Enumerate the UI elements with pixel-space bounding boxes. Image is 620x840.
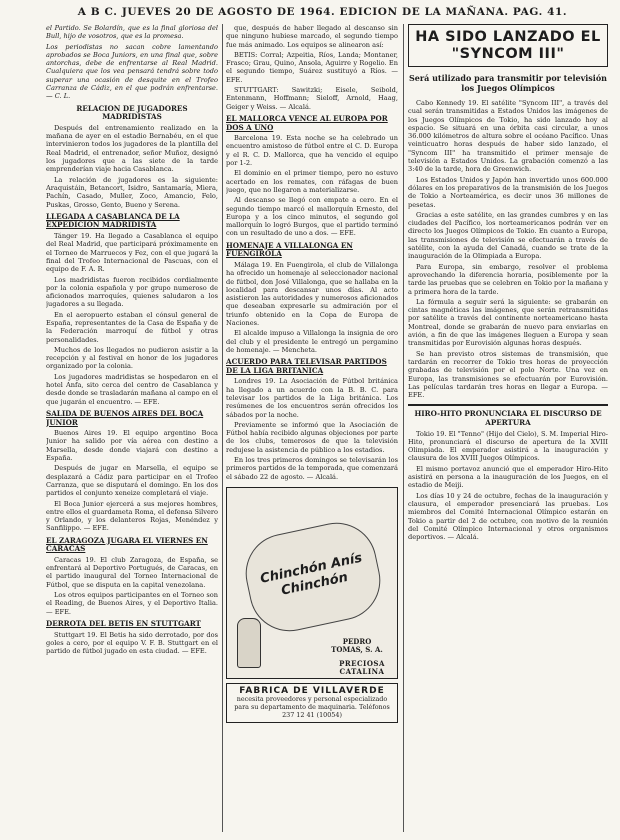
paragraph: Los Estados Unidos y Japón han invertido unos 600.000 dólares en los preparativos de la transmisión de los Juegos de Tokio a Norteamérica, es decir unos 36 millones de pesetas. [408, 175, 608, 209]
paragraph: Al descanso se llegó con empate a cero. En el segundo tiempo marcó el mallorquín Ernesto, del Europa y a los cinco minutos, el segundo gol mallorquín lo logró Burgos, que el partido terminó con un resultado de uno a dos. — EFE. [226, 196, 398, 238]
paragraph: La fórmula a seguir será la siguiente: se grabarán en cintas magnéticas las imágenes, que serán retransmitidas por satélite a través del continente norteamericano hasta Montreal, donde se grabarán de nuevo para enviarlas en avión, a fin de que las imágenes lleguen a Europa y sean transmitidas por Eurovisión algunas horas después. [408, 297, 608, 348]
syncom-title-line2: "SYNCOM III" [451, 46, 565, 62]
paragraph: el Partido. Se Bolardín, que es la final gloriosa del Bull, hijo de vosotros, que es la promesa. [46, 24, 218, 41]
column-middle [226, 24, 398, 832]
paragraph: Para Europa, sin embargo, resolver el problema aprovechando la diferencia horaria, posiblemente por la tarde las pruebas que se celebren en Tokio por la mañana y a primera hora de la tarde. [408, 262, 608, 296]
ad-brand: PEDRO TOMAS, S. A. [331, 636, 383, 655]
paragraph: Buenos Aires 19. El equipo argentino Boca Junior ha salido por vía aérea con destino a Marsella, desde donde viajará con destino a España. [46, 429, 218, 463]
article-headline: EL MALLORCA VENCE AL EUROPA POR DOS A UNO [226, 113, 388, 132]
advertisement-villaverde [226, 683, 398, 723]
column-divider [222, 24, 223, 832]
paragraph: Barcelona 19. Esta noche se ha celebrado un encuentro amistoso de fútbol entre el C. D. Europa y el R. C. D. Mallorca, que ha vencido el equipo por 1-2. [226, 134, 398, 168]
syncom-headline-box [408, 24, 608, 67]
ad-slogan: PRECIOSA CATALINA [339, 658, 385, 677]
article-headline: HOMENAJE A VILLALONGA EN FUENGIROLA [226, 240, 353, 259]
paragraph: Cabo Kennedy 19. El satélite "Syncom III", a través del cual serán transmitidas a Estados Unidos las imágenes de los Juegos Olímpicos de Tokio, ha sido lanzado hoy al espacio. Se situará en una órbita casi circular, a unos 36.000 kilómetros de altura sobre el océano Pacífico. Unas veinticuatro horas después de haber sido lanzado, el "Syncom III" ha transmitido el primer mensaje de televisión a Estados Unidos. La grabación comenzó a las 3:40 de la tarde, hora de Greenwich. [408, 99, 608, 174]
paragraph: En el aeropuerto estaban el cónsul general de España, representantes de la Casa de España y de la Federación marroquí de fútbol y otras personalidades. [46, 310, 218, 344]
paragraph: La relación de jugadores es la siguiente: Araquistáin, Betancort, Isidro, Santamaría, Miera, Pachín, Casado, Muller, Zoco, Amancio, Felo, Puskas, Grosso, Gento, Bueno y Serena. [46, 175, 218, 209]
article-headline: ACUERDO PARA TELEVISAR PARTIDOS DE LA LIGA BRITANICA [226, 357, 387, 375]
paragraph: STUTTGART: Sawitzki; Eisele, Seibold, Entenmann, Hoffmann; Sieloff, Arnold, Haag, Geiger y Weiss. — Alcalá. [226, 86, 398, 111]
paragraph: Stuttgart 19. El Betis ha sido derrotado, por dos goles a cero, por el equipo V. F. B. Stuttgart en el partido de fútbol jugado en esta ciudad. — EFE. [46, 630, 218, 656]
article-headline: HIRO-HITO PRONUNCIARA EL DISCURSO DE APERTURA [414, 409, 602, 427]
paragraph: Después del entrenamiento realizado en la mañana de ayer en el estadio Bernabéu, en el que intervinieron todos los jugadores de la plantilla del Real Madrid, el entrenador, señor Muñoz, designó los jugadores que a las siete de la tarde emprenderían viaje hacia Casablanca. [46, 123, 218, 174]
paragraph: Málaga 19. En Fuengirola, el club de Villalonga ha ofrecido un homenaje al seleccionador nacional de fútbol, don José Villalonga, que se hallaba en la localidad para descansar unos días. Al acto asistieron las autoridades y numerosos aficionados que deseaban expresarle su admiración por el triunfo obtenido en la Copa de Europa de Naciones. [226, 260, 398, 327]
paragraph: Londres 19. La Asociación de Fútbol británica ha llegado a un acuerdo con la B. B. C. para televisar los partidos de la Liga británica. Los resúmenes de los encuentros serán ofrecidos los sábados por la noche. [226, 377, 398, 419]
bottle-icon [237, 618, 261, 668]
article-headline: EL ZARAGOZA JUGARA EL VIERNES EN CARACAS [46, 535, 208, 554]
page-header: A B C. JUEVES 20 DE AGOSTO DE 1964. EDICION DE LA MAÑANA. PAG. 41. [77, 6, 568, 18]
paragraph: Los madridistas fueron recibidos cordialmente por la colonia española y por grupo numeroso de aficionados marroquíes, quienes saludaron a los jugadores a su llegada. [46, 275, 218, 309]
paragraph: Caracas 19. El club Zaragoza, de España, se enfrentará al Deportivo Portugués, de Caracas, en el partido inaugural del Torneo Internacional de Fútbol, que se disputa en la capital venezolana. [46, 555, 218, 589]
syncom-article-body [408, 99, 608, 399]
paragraph: Los jugadores madridistas se hospedaron en el hotel Anfa, sito cerca del centro de Casablanca y desde donde se trasladarán mañana al campo en el que jugarán el encuentro. — EFE. [46, 372, 218, 406]
column-middle-text [226, 24, 398, 481]
column-right [408, 24, 608, 832]
paragraph: El dominio en el primer tiempo, pero no estuvo acertado en los remates, con ráfagas de buen juego, que no llegaron a materializarse. [226, 169, 398, 194]
paragraph: El alcalde impuso a Villalonga la insignia de oro del club y el presidente le entregó un pergamino de homenaje. — Mencheta. [226, 329, 398, 354]
column-left [46, 24, 218, 832]
syncom-title-line1: HA SIDO LANZADO EL [415, 29, 601, 45]
paragraph: Los días 10 y 24 de octubre, fechas de la inauguración y clausura, el emperador presenciará las pruebas. Los miembros del Comité Internacional Olímpico estarán en Tokio a partir del 2 de octubre, con motivo de la reunión del Comité Olímpico Internacional y otros organismos deportivos. — Alcalá. [408, 491, 608, 542]
paragraph: Los otros equipos participantes en el Torneo son el Reading, de Buenos Aires, y el Deportivo Italia. — EFE. [46, 591, 218, 616]
advertisement-chinchon [226, 487, 398, 679]
article-headline: SALIDA DE BUENOS AIRES DEL BOCA JUNIOR [46, 408, 204, 427]
article-headline: RELACION DE JUGADORES MADRIDISTAS [76, 103, 188, 122]
paragraph: que, después de haber llegado al descanso sin que ninguno hubiese marcado, el segundo tiempo fue más animado. Los equipos se alinearon así: [226, 24, 398, 49]
hirohito-article-body [408, 430, 608, 542]
paragraph: BETIS: Corral; Azpeitia, Ríos, Landa; Montaner, Frasco; Grau, Quino, Ansola, Aguirre y Rogelio. En el segundo tiempo, Suárez sustituyó a Ríos. — EFE. [226, 50, 398, 84]
column-divider [403, 24, 404, 832]
paragraph: Tánger 19. Ha llegado a Casablanca el equipo del Real Madrid, que participará próximamente en el Torneo de Marruecos y Fez, con el que jugará la final del Trofeo Internacional de Pascuas, con el equipo de F. A. R. [46, 232, 218, 274]
ad-logo: Chinchón Anís Chinchón [238, 515, 387, 638]
syncom-subtitle: Será utilizado para transmitir por televisión los Juegos Olímpicos [409, 73, 607, 93]
ad2-subtitle: necesita proveedores y personal especializado para su departamento de maquinaria. Teléfonos 237 12 41 (10054) [234, 695, 390, 720]
ad2-title: FABRICA DE VILLAVERDE [239, 685, 385, 696]
paragraph: En los tres primeros domingos se televisarán los primeros partidos de la temporada, que comenzará el sábado 22 de agosto. — Alcalá. [226, 456, 398, 481]
section-divider [408, 404, 608, 406]
article-headline: LLEGADA A CASABLANCA DE LA EXPEDICION MADRIDISTA [46, 211, 180, 230]
paragraph: Previamente se informó que la Asociación de Fútbol había recibido algunas objeciones por parte de los clubs, temerosos de que la televisión redujese la asistencia de público a los estadios. [226, 420, 398, 454]
paragraph: Después de jugar en Marsella, el equipo se desplazará a Cádiz para participar en el Trofeo Carranza, que se disputará el domingo. En los dos partidos el conjunto xeneize completará el viaje. [46, 464, 218, 498]
paragraph: Los periodistas no sacan cobre lamentando aprobados se Boca Juniors, en una final que, sobre antorchas, debe de enfrentarse al Real Madrid. Cualquiera que los vea pensará tendrá sobre todo superar una ocasión de desquite en el Trofeo Carranza de Cádiz, en el que podrán enfrentarse. — C. L. [46, 42, 218, 101]
paragraph: Se han previsto otros sistemas de transmisión, que tardarán en recorrer de Tokio tres horas de proyección grabadas de televisión por el polo Norte. Una vez en Europa, las transmisiones se efectuarán por Eurovisión. Las películas tardarán tres horas en llegar a Europa. — EFE. [408, 349, 608, 400]
paragraph: Gracias a este satélite, en las grandes cumbres y en las ciudades del Pacífico, los norteamericanos podrán ver en directo los Juegos Olímpicos de Tokio. En cuanto a Europa, las transmisiones de televisión se efectuarán a través de satélite, con la ayuda del Canadá, cuando se trate de la inauguración de la Olimpiada a Europa. [408, 210, 608, 261]
paragraph: El mismo portavoz anunció que el emperador Hiro-Hito asistirá en persona a la inauguración de los Juegos, en el estadio de Meiji. [408, 464, 608, 490]
paragraph: Tokio 19. El "Tenno" (Hijo del Cielo), S. M. Imperial Hiro-Hito, pronunciará el discurso de apertura de la XVIII Olimpiada. El emperador asistirá a la inauguración y clausura de los XVIII Juegos Olímpicos. [408, 429, 608, 463]
paragraph: Muchos de los llegados no pudieron asistir a la recepción y al festival en honor de los jugadores organizado por la colonia. [46, 345, 218, 371]
paragraph: El Boca Junior ejercerá a sus mejores hombres, entre ellos el guardameta Roma, el defensa Silvero y Orlando, y los delanteros Rojas, Menéndez y Sanfilippo. — EFE. [46, 499, 218, 533]
article-headline: DERROTA DEL BETIS EN STUTTGART [46, 618, 201, 628]
